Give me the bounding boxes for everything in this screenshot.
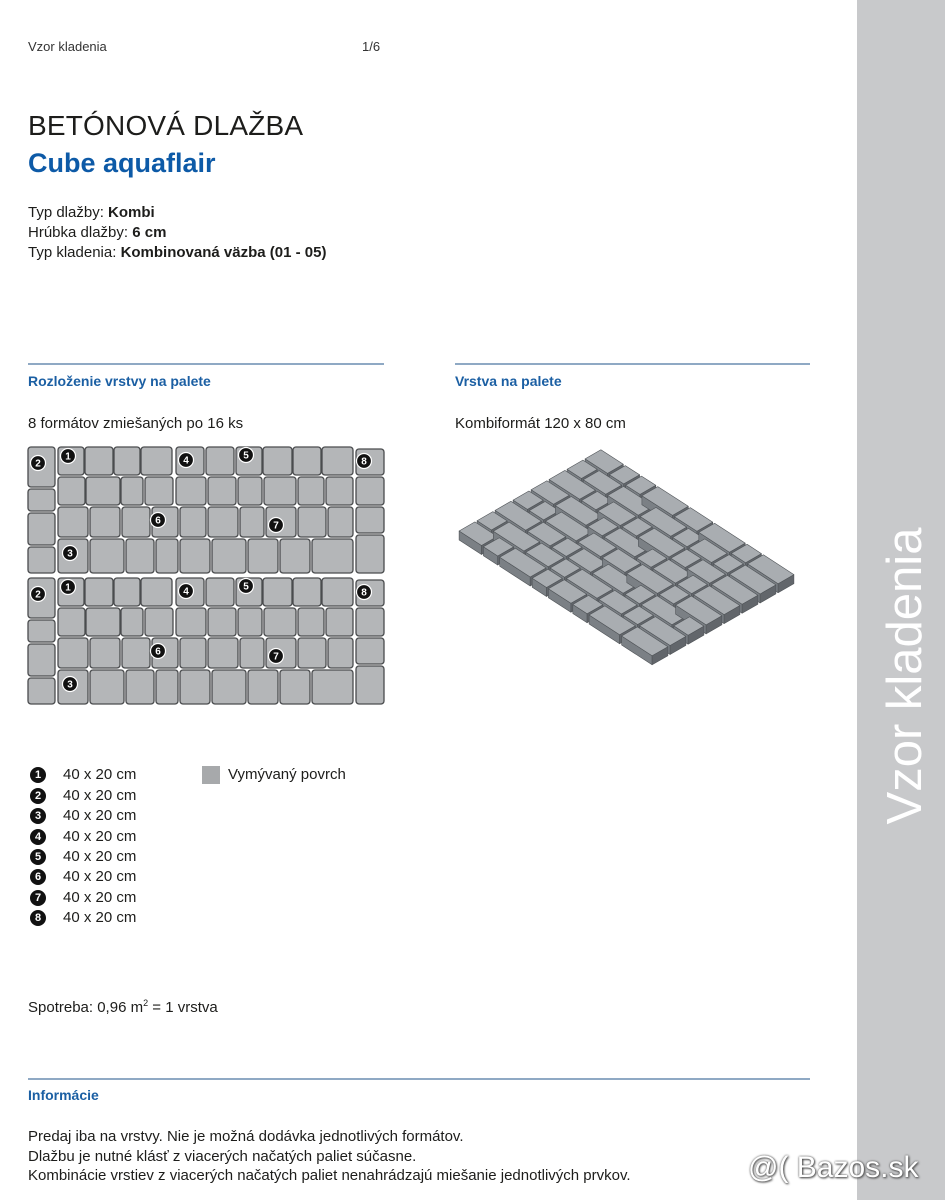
consumption-superscript: 2 [143,998,149,1008]
format-marker-6 [151,644,166,659]
paver-block [58,507,88,537]
info-line: Dlažbu je nutné klásť z viacerých načatých paliet súčasne. [28,1148,417,1165]
paver-block [121,477,143,505]
format-number-badge: 8 [30,910,46,926]
paver-block [356,535,384,573]
format-size: 40 x 20 cm [63,807,137,825]
spec-value: 6 cm [132,224,167,241]
format-size: 40 x 20 cm [63,868,137,886]
format-marker-number: 8 [361,456,367,468]
format-number-badge: 3 [30,808,46,824]
paver-block [58,477,85,505]
paver-block [28,644,55,676]
paver-block [326,477,353,505]
format-marker-2 [31,587,46,602]
sidebar-vertical-title: Vzor kladenia [878,527,932,825]
paver-block [264,477,296,505]
pallet-section-heading: Vrstva na palete [455,373,562,389]
paver-block [28,513,55,545]
paver-block [90,539,124,573]
format-marker-number: 4 [183,455,189,467]
paver-block [264,608,296,636]
paver-block [28,678,55,704]
format-marker-1 [61,449,76,464]
legend-item [28,785,198,805]
paver-block [263,447,292,475]
header-page-number: 1/6 [362,39,381,54]
format-marker-number: 8 [361,587,367,599]
format-number-badge: 7 [30,890,46,906]
paver-block [122,507,150,537]
section-divider-left [28,363,384,365]
spec-label: Typ kladenia: [28,244,121,261]
format-number-badge: 5 [30,849,46,865]
paver-block [176,477,206,505]
info-line: Kombinácie vrstiev z viacerých načatých paliet nenahrádzajú miešanie jednotlivých prvkov. [28,1167,631,1184]
layout-section-subtext: 8 formátov zmiešaných po 16 ks [28,415,244,432]
paver-block [326,608,353,636]
paver-block [322,447,353,475]
format-marker-5 [239,448,254,463]
paver-block [156,539,178,573]
paver-block [145,477,173,505]
paver-block [312,539,353,573]
paver-block [356,666,384,704]
paver-block [298,608,324,636]
paver-block [293,578,321,606]
format-marker-3 [63,546,78,561]
paver-block [356,638,384,664]
spec-label: Typ dlažby: [28,204,109,221]
consumption-suffix: = 1 vrstva [148,999,218,1016]
format-size: 40 x 20 cm [63,847,137,865]
spec-laying-type [28,243,326,263]
paver-block [145,608,173,636]
paver-block [206,578,234,606]
info-line: Predaj iba na vrstvy. Nie je možná dodávka jednotlivých formátov. [28,1128,464,1145]
paver-block [58,608,85,636]
paver-block [298,477,324,505]
paver-block [322,578,353,606]
pallet-section-subtext: Kombiformát 120 x 80 cm [455,415,626,432]
consumption-prefix: Spotreba: 0,96 m [28,999,144,1016]
format-marker-number: 6 [155,646,161,658]
format-marker-number: 6 [155,515,161,527]
legend-item [28,908,198,928]
format-marker-4 [179,584,194,599]
paver-block [85,578,113,606]
paver-block [180,539,210,573]
format-marker-number: 5 [243,450,249,462]
paver-block [114,447,140,475]
format-legend [28,765,198,929]
paver-block [208,477,236,505]
paver-block [248,670,278,704]
paver-block [28,620,55,642]
format-number-badge: 2 [30,788,46,804]
paver-block [238,608,262,636]
pallet-layer-illustration [450,440,815,675]
format-marker-6 [151,513,166,528]
format-marker-7 [269,649,284,664]
info-heading: Informácie [28,1087,99,1103]
format-marker-number: 2 [35,589,41,601]
format-marker-number: 5 [243,581,249,593]
spec-value: Kombinovaná väzba (01 - 05) [120,244,327,261]
format-marker-number: 3 [67,679,73,691]
layer-layout-diagram [27,446,385,706]
format-number-badge: 4 [30,829,46,845]
paver-block [208,608,236,636]
paver-block [212,670,246,704]
paver-block [90,507,120,537]
spec-label: Hrúbka dlažby: [28,224,133,241]
legend-item [28,826,198,846]
format-marker-number: 7 [273,520,279,532]
format-size: 40 x 20 cm [63,909,137,927]
sidebar-band [857,0,945,1200]
paver-block [208,507,238,537]
format-marker-1 [61,580,76,595]
surface-label: Vymývaný povrch [228,766,346,783]
paver-block [126,670,154,704]
paver-block [293,447,321,475]
paver-block [58,638,88,668]
paver-block [176,608,206,636]
paver-block [180,670,210,704]
legend-item [28,888,198,908]
layout-section-heading: Rozloženie vrstvy na palete [28,373,211,389]
paver-block [238,477,262,505]
consumption-note [28,998,218,1018]
paver-block [356,507,384,533]
paver-block [206,447,234,475]
spec-value: Kombi [108,204,155,221]
paver-block [280,670,310,704]
paver-block [141,578,172,606]
format-size: 40 x 20 cm [63,888,137,906]
format-size: 40 x 20 cm [63,827,137,845]
legend-item [28,867,198,887]
format-marker-4 [179,453,194,468]
paver-block [328,638,353,668]
paver-block [126,539,154,573]
spec-paving-type [28,203,155,223]
paver-block [86,608,120,636]
legend-item [28,806,198,826]
paver-block [156,670,178,704]
spec-thickness [28,223,166,243]
format-marker-2 [31,456,46,471]
product-category: BETÓNOVÁ DLAŽBA [28,110,304,141]
paver-block [90,670,124,704]
paver-block [85,447,113,475]
paver-block [114,578,140,606]
paver-block [298,507,326,537]
paver-block [28,489,55,511]
paver-block [240,507,264,537]
paver-block [122,638,150,668]
paver-block [298,638,326,668]
paver-block [180,638,206,668]
paver-block [208,638,238,668]
paver-block [141,447,172,475]
format-marker-8 [357,454,372,469]
product-name: Cube aquaflair [28,148,216,178]
paver-block [86,477,120,505]
format-number-badge: 6 [30,869,46,885]
legend-item [28,847,198,867]
format-size: 40 x 20 cm [63,786,137,804]
format-marker-number: 1 [65,451,71,463]
legend-item [28,765,198,785]
format-marker-7 [269,518,284,533]
format-marker-number: 1 [65,582,71,594]
format-marker-number: 4 [183,586,189,598]
format-marker-3 [63,677,78,692]
paver-block [121,608,143,636]
format-number-badge: 1 [30,767,46,783]
format-marker-8 [357,585,372,600]
paver-block [248,539,278,573]
format-marker-number: 2 [35,458,41,470]
paver-block [356,608,384,636]
section-divider-right [455,363,810,365]
surface-color-swatch [202,766,220,784]
paver-block [312,670,353,704]
format-marker-number: 7 [273,651,279,663]
paver-block [356,477,384,505]
paver-block [180,507,206,537]
paver-block [90,638,120,668]
format-size: 40 x 20 cm [63,766,137,784]
paver-block [328,507,353,537]
header-doc-title: Vzor kladenia [28,39,107,54]
format-marker-5 [239,579,254,594]
info-divider [28,1078,810,1080]
paver-block [240,638,264,668]
paver-block [212,539,246,573]
format-marker-number: 3 [67,548,73,560]
paver-block [263,578,292,606]
watermark: @( Bazos.sk [748,1151,919,1184]
paver-block [28,547,55,573]
paver-block [280,539,310,573]
